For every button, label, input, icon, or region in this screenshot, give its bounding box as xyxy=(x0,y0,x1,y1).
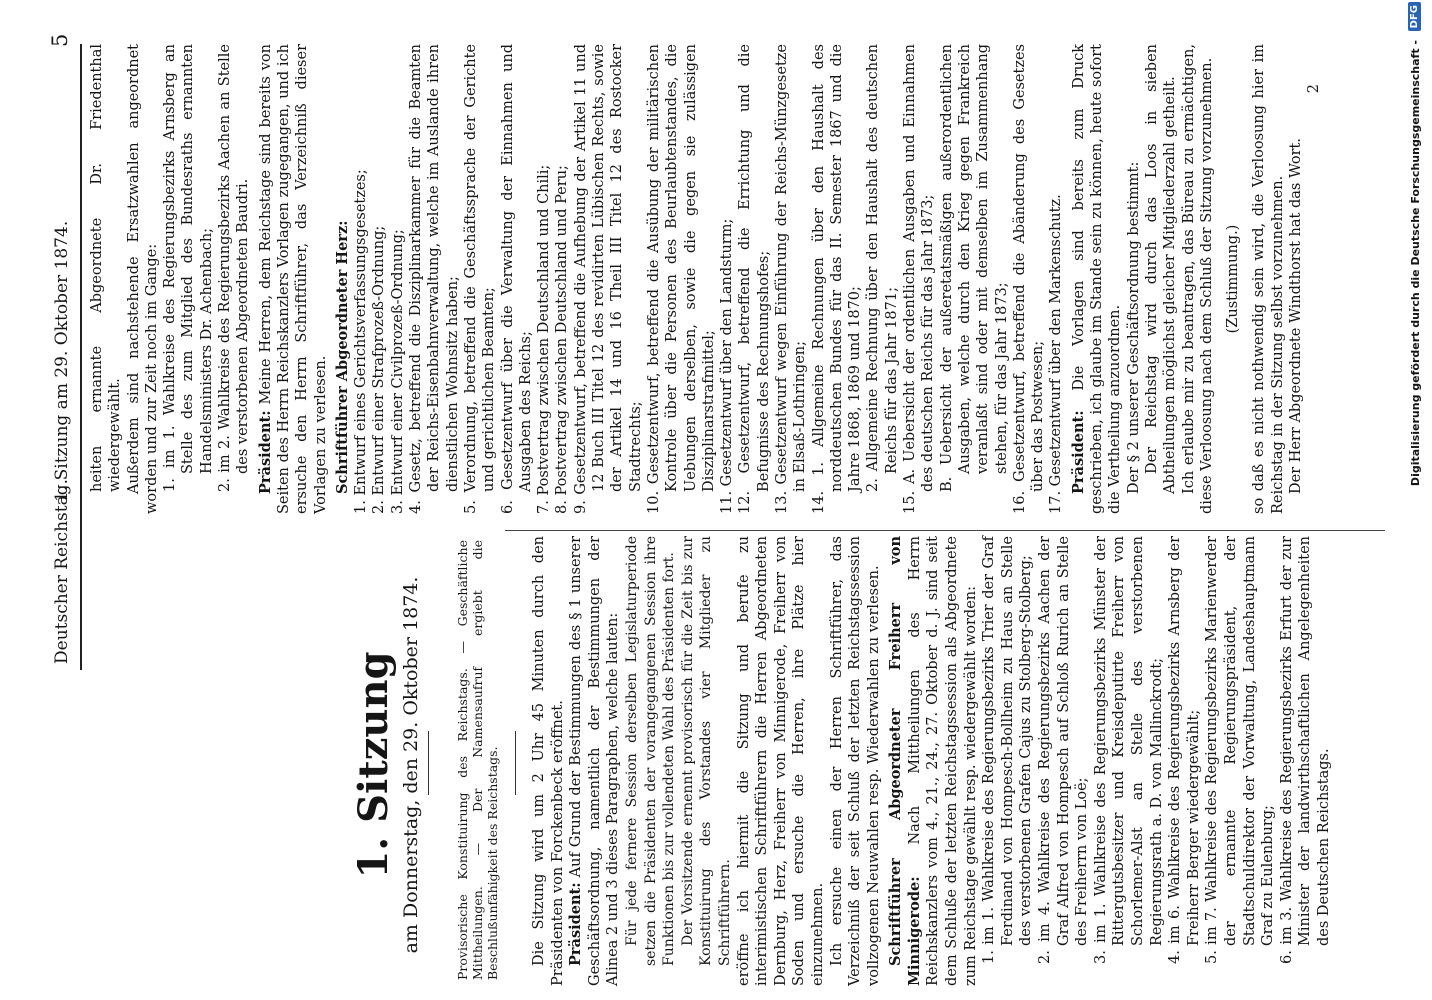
list-item: 1. im 1. Wahlkreise des Regierungsbezirks Trier der Graf Ferdinand von Hompesch-Bollheim zu Haus an Stelle des verstorbenen Grafen Cajus zu Stolberg-Stolberg; xyxy=(981,536,1035,964)
list-item: 1. im 1. Wahlkreise des Regierungsbezirks Arnsberg an Stelle des zum Mitglied des Bundesraths ernannten Handelsministers Dr. Achenbach; xyxy=(162,44,215,492)
list-item: 2. im 4. Wahlkreise des Regierungsbezirks Aachen der Graf Alfred von Hompesch auf Schloß Rurich an Stelle des Freiherrn von Loë; xyxy=(1037,536,1091,964)
list-item: 2. Entwurf einer Strafprozeß-Ordnung; xyxy=(371,225,388,514)
speaker-label: Präsident: xyxy=(567,882,585,966)
list-item: 15. A. Uebersicht der ordentlichen Ausgaben und Einnahmen des deutschen Reichs für das Jahr 1873; xyxy=(902,44,937,514)
list-item: 3. Entwurf einer Civilprozeß-Ordnung; xyxy=(389,229,406,514)
paragraph-secretary xyxy=(887,536,980,986)
speech-text: Die Vorlagen sind bereits zum Druck geschrieben, ich glaube im Stande sein zu können, heute sofort die Vertheilung anzuordnen. xyxy=(1070,44,1124,514)
list-item: 17. Gesetzentwurf über den Markenschutz. xyxy=(1048,194,1065,514)
interjection: (Zustimmung.) xyxy=(1225,224,1242,334)
right-column-body xyxy=(88,44,1324,514)
speech-text: Meine Herren, dem Reichstage sind bereits von Seiten des Herrn Reichskanzlers Vorlagen zugegangen, und ich ersuche den Herrn Schriftführer, das Verzeichniß dieser Vorlagen zu verlesen. xyxy=(257,44,329,514)
paragraph-floor: Der Herr Abgeordnete Windthorst hat das Wort. xyxy=(1288,138,1304,494)
secretary-label xyxy=(334,44,352,514)
paragraph-cont: heiten ernannte Abgeordnete Dr. Friedenthal wiedergewählt. xyxy=(89,44,124,492)
session-title: 1. Sitzung xyxy=(350,651,397,879)
page-number: 5 xyxy=(48,33,72,47)
paragraph-president-2 xyxy=(1070,44,1125,514)
list-item: 16. Gesetzentwurf, betreffend die Abänderung des Gesetzes über das Postwesen; xyxy=(1011,44,1047,514)
list-item: 11. Gesetzentwurf über den Landsturm; xyxy=(719,218,736,514)
list-item: 2. im 2. Wahlkreise des Regierungsbezirks Aachen an Stelle des verstorbenen Abgeordneten Baudri. xyxy=(217,44,252,492)
paragraph-cont-2: so daß es nicht nothwendig sein wird, die Verloosung hier im Reichstag in der Sitzung selbst vorzunehmen. xyxy=(1251,44,1286,514)
paragraph-request: Ich ersuche einen der Herren Schriftführer, das Verzeichniß der seit Schluß der letzten Reichstagssession vollzogenen Neuwahlen resp. Wiederwahlen zu verlesen. xyxy=(828,536,882,986)
short-rule-2 xyxy=(515,731,516,795)
paragraph-president xyxy=(257,44,330,514)
speaker-label: Präsident: xyxy=(1069,410,1087,494)
speaker-label: Schriftführer Abgeordneter Freiherr von Minnigerode: xyxy=(887,536,923,986)
left-column-body xyxy=(530,536,1334,986)
credit-text: Digitalisierung gefördert durch die Deutsche Forschungsgemeinschaft - xyxy=(1409,40,1422,487)
digitization-credit xyxy=(1408,0,1428,960)
list-item: 2. Allgemeine Rechnung über den Haushalt des deutschen Reichs für das Jahr 1871; xyxy=(865,44,900,492)
header-center: 1. Sitzung am 29. Oktober 1874. xyxy=(52,220,72,502)
paragraph-elections: Außerdem sind nachstehende Ersatzwahlen angeordnet worden und zur Zeit noch im Gange: xyxy=(125,44,160,514)
list-item: 4. Gesetz, betreffend die Disziplinarkammer für die Beamten der Reichs-Eisenbahnverwaltung, welche im Auslande ihren dienstlichen Wohnsitz haben; xyxy=(408,44,461,514)
signature-mark: 2 xyxy=(1306,84,1323,94)
list-item: 7. Postvertrag zwischen Deutschland und Chili; xyxy=(536,164,553,514)
list-item: 5. im 7. Wahlkreise des Regierungsbezirks Marienwerder der ernannte Regierungspräsident, der Stadtschuldirektor der Vorwaltung, Landeshauptmann Graf zu Eulenburg; xyxy=(1204,536,1277,964)
column-divider xyxy=(505,530,1385,531)
speech-text: Auf Grund der Bestimmungen des § 1 unserer Geschäftsordnung, namentlich der Bestimmungen der Alinea 2 und 3 dieses Paragraphen, welche lauten: xyxy=(568,536,622,986)
quote: Der Reichstag wird durch das Loos in sieben Abtheilungen möglichst gleicher Mitgliederzahl getheilt. xyxy=(1143,44,1179,494)
summary-block xyxy=(455,540,500,980)
paragraph-motion: Ich erlaube mir zu beantragen, das Büreau zu ermächtigen, diese Verloosung nach dem Schluß der Sitzung vorzunehmen. xyxy=(1180,44,1215,514)
list-item: 6. im 3. Wahlkreise des Regierungsbezirks Erfurt der zur Minister der landwirthschaftlichen Angelegenheiten des Deutschen Reichstags. xyxy=(1278,536,1332,964)
header-rule xyxy=(80,44,82,670)
summary: Provisorische Konstituirung des Reichstags. — Geschäftliche Mittheilungen. — Der Namensaufruf ergiebt die Beschlußunfähigkeit des Reichstags. xyxy=(455,540,500,980)
list-item: 14. 1. Allgemeine Rechnungen über den Haushalt des norddeutschen Bundes für das II. Semester 1867 und die Jahre 1868, 1869 und 1870; xyxy=(810,44,864,514)
paragraph-opening: Die Sitzung wird um 2 Uhr 45 Minuten durch den Präsidenten von Forckenbeck eröffnet. xyxy=(531,536,566,986)
list-item: 1. Entwurf eines Gerichtsverfassungsgesetzes; xyxy=(353,169,370,514)
short-rule xyxy=(428,731,429,795)
dfg-badge: DFG xyxy=(1408,2,1421,31)
list-item: 4. im 6. Wahlkreise des Regierungsbezirks Arnsberg der Freiherr Berger wiedergewählt; xyxy=(1167,536,1202,964)
speaker-label: Schriftführer Abgeordneter Herz: xyxy=(333,220,351,494)
header-left: Deutscher Reichstag. xyxy=(52,479,72,664)
list-item: 9. Gesetzentwurf, betreffend die Aufhebung der Artikel 11 und 12 Buch III Titel 12 des revidirten Lübischen Rechts, sowie der Artikel 14 und 16 Theil III Titel 12 des Rostocker Stadtrechts; xyxy=(572,44,644,514)
list-item: 6. Gesetzentwurf über die Verwaltung der Einnahmen und Ausgaben des Reichs; xyxy=(499,44,534,514)
speaker-label: Präsident: xyxy=(256,410,274,494)
paragraph-rule: Der § 2 unserer Geschäftsordnung bestimmt: xyxy=(1125,161,1142,494)
list-item: 12. Gesetzentwurf, betreffend die Errichtung und die Befugnisse des Rechnungshofes; xyxy=(737,44,772,514)
list-item: B. Uebersicht der außeretatsmäßigen außerordentlichen Ausgaben, welche durch den Krieg gegen Frankreich veranlaßt sind oder mit demselben im Zusammenhang stehen, für das Jahr 1873; xyxy=(938,44,1010,492)
list-item: 10. Gesetzentwurf, betreffend die Ausübung der militärischen Kontrole über die Personen des Beurlaubtenstandes, die Uebungen derselben, sowie die gegen sie zulässigen Disziplinarstrafmittel; xyxy=(645,44,717,514)
paragraph-chair: Der Vorsitzende ernennt provisorisch für die Zeit bis zur Konstituirung des Vorstandes vier Mitglieder zu Schriftführern. xyxy=(679,536,733,966)
list-item: 13. Gesetzentwurf wegen Einführung der Reichs-Münzgesetze in Elsaß-Lothringen; xyxy=(773,44,809,514)
list-item: 5. Verordnung, betreffend die Geschäftssprache der Gerichte und gerichtlichen Beamten; xyxy=(462,44,498,514)
speech-text: Nach Mittheilungen des Herrn Reichskanzlers vom 4., 21., 24., 27. Oktober d. J. sind seit dem Schluße der letzten Reichstagssession als Abgeordnete zum Reichstage gewählt resp. wiedergewählt worden: xyxy=(906,536,979,986)
list-item: 8. Postvertrag zwischen Deutschland und Peru; xyxy=(554,165,571,514)
session-date: am Donnerstag, den 29. Oktober 1874. xyxy=(400,576,422,954)
quote: Für jede fernere Session derselben Legislaturperiode setzen die Präsidenten der vorangegangenen Session ihre Funktionen bis zur vollendeten Wahl des Präsidenten fort. xyxy=(623,536,678,966)
paragraph-appoint: eröffne ich hiermit die Sitzung und berufe zu interimistischen Schriftführern die Herren Abgeordneten Dernburg, Herz, Freiherr von Minnigerode, Freiherr von Soden und ersuche die Herren, ihre Plätze hier einzunehmen. xyxy=(735,536,826,986)
paragraph-president xyxy=(567,536,623,986)
list-item: 3. im 1. Wahlkreise des Regierungsbezirks Münster der Rittergutsbesitzer und Kreisdeputirte Freiherr von Schorlemer-Alst an Stelle des verstorbenen Regierungsrath a. D. von Mallinckrodt; xyxy=(1092,536,1165,964)
running-header xyxy=(50,0,78,1000)
